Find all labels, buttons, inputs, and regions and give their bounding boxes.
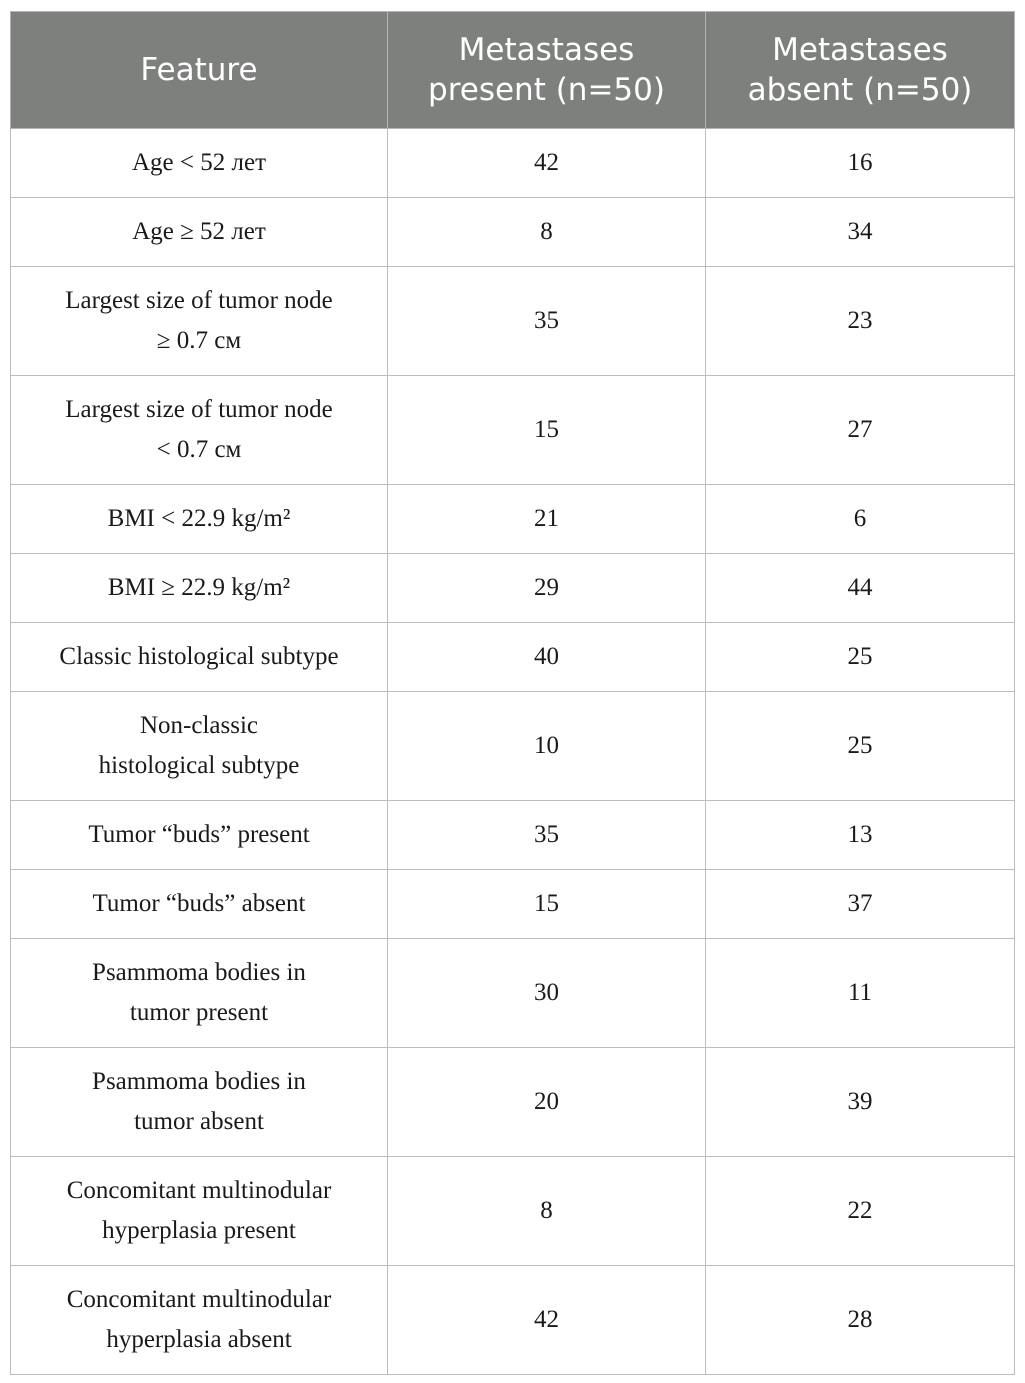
absent-count-cell: 44: [706, 554, 1015, 623]
table-row: [11, 1157, 1015, 1266]
absent-count-cell: 11: [706, 939, 1015, 1048]
absent-count-cell: 34: [706, 198, 1015, 267]
present-count-cell: 35: [388, 801, 706, 870]
data-table-container: [10, 11, 1014, 1375]
metastases-feature-table: [10, 11, 1015, 1375]
present-count-cell: 30: [388, 939, 706, 1048]
absent-count-cell: 28: [706, 1266, 1015, 1375]
table-row: [11, 1048, 1015, 1157]
absent-count-cell: 25: [706, 623, 1015, 692]
present-count-cell: 10: [388, 692, 706, 801]
absent-count-cell: 27: [706, 376, 1015, 485]
absent-count-cell: 13: [706, 801, 1015, 870]
feature-cell: Classic histological subtype: [11, 623, 388, 692]
table-row: [11, 870, 1015, 939]
absent-count-cell: 39: [706, 1048, 1015, 1157]
header-metastases-absent: Metastases absent (n=50): [706, 12, 1015, 129]
feature-cell: Age ≥ 52 лет: [11, 198, 388, 267]
present-count-cell: 15: [388, 870, 706, 939]
feature-cell: Non-classic histological subtype: [11, 692, 388, 801]
table-row: [11, 129, 1015, 198]
absent-count-cell: 37: [706, 870, 1015, 939]
table-row: [11, 198, 1015, 267]
feature-cell: BMI < 22.9 kg/m²: [11, 485, 388, 554]
feature-cell: Age < 52 лет: [11, 129, 388, 198]
table-header-row: [11, 12, 1015, 129]
table-row: [11, 939, 1015, 1048]
feature-cell: Concomitant multinodular hyperplasia present: [11, 1157, 388, 1266]
feature-cell: Largest size of tumor node ≥ 0.7 см: [11, 267, 388, 376]
present-count-cell: 21: [388, 485, 706, 554]
feature-cell: Concomitant multinodular hyperplasia absent: [11, 1266, 388, 1375]
absent-count-cell: 6: [706, 485, 1015, 554]
feature-cell: Largest size of tumor node < 0.7 см: [11, 376, 388, 485]
absent-count-cell: 23: [706, 267, 1015, 376]
absent-count-cell: 25: [706, 692, 1015, 801]
present-count-cell: 29: [388, 554, 706, 623]
absent-count-cell: 22: [706, 1157, 1015, 1266]
table-row: [11, 692, 1015, 801]
table-row: [11, 801, 1015, 870]
table-row: [11, 554, 1015, 623]
table-row: [11, 376, 1015, 485]
table-row: [11, 267, 1015, 376]
present-count-cell: 35: [388, 267, 706, 376]
absent-count-cell: 16: [706, 129, 1015, 198]
present-count-cell: 40: [388, 623, 706, 692]
present-count-cell: 20: [388, 1048, 706, 1157]
feature-cell: Psammoma bodies in tumor present: [11, 939, 388, 1048]
table-row: [11, 623, 1015, 692]
feature-cell: Psammoma bodies in tumor absent: [11, 1048, 388, 1157]
header-feature: Feature: [11, 12, 388, 129]
header-metastases-present: Metastases present (n=50): [388, 12, 706, 129]
feature-cell: Tumor “buds” present: [11, 801, 388, 870]
present-count-cell: 8: [388, 198, 706, 267]
present-count-cell: 42: [388, 1266, 706, 1375]
feature-cell: BMI ≥ 22.9 kg/m²: [11, 554, 388, 623]
feature-cell: Tumor “buds” absent: [11, 870, 388, 939]
table-row: [11, 1266, 1015, 1375]
present-count-cell: 15: [388, 376, 706, 485]
present-count-cell: 42: [388, 129, 706, 198]
table-row: [11, 485, 1015, 554]
present-count-cell: 8: [388, 1157, 706, 1266]
